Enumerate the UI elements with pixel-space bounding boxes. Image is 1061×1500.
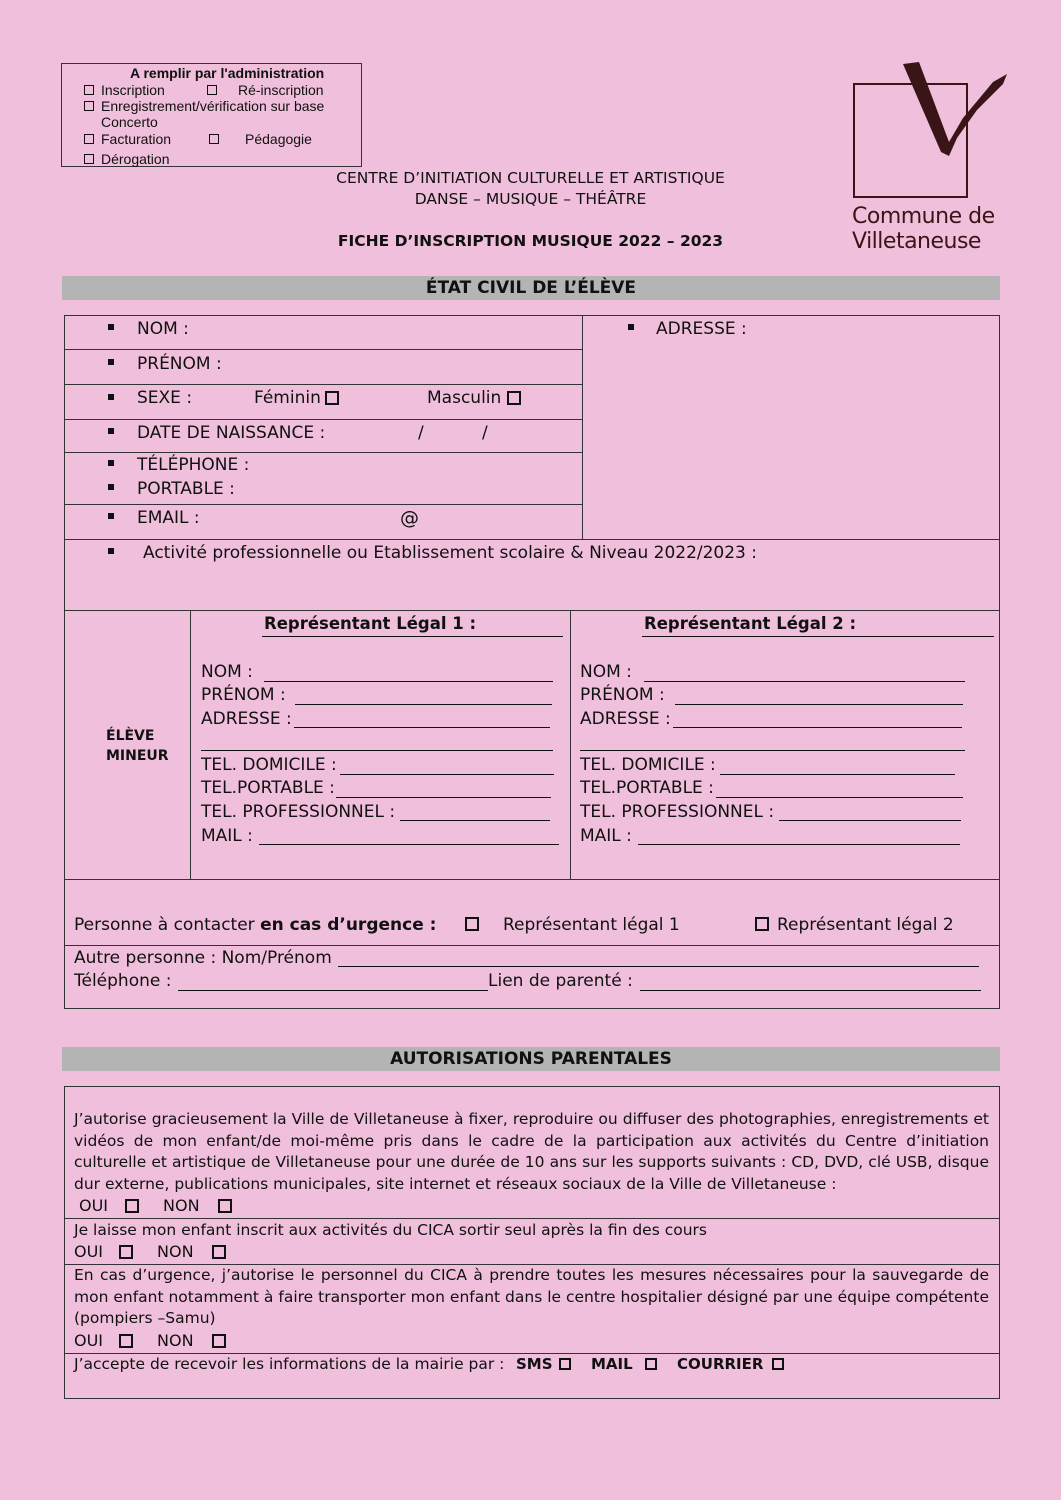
rep1-adresse-label: ADRESSE : xyxy=(201,709,292,729)
derogation-checkbox[interactable] xyxy=(84,154,94,164)
autre-personne-label: Autre personne : Nom/Prénom xyxy=(74,948,332,968)
rep1-telport-field[interactable] xyxy=(336,797,551,798)
photo-oui-label: OUI xyxy=(79,1196,109,1215)
rep2-heading: Représentant Légal 2 : xyxy=(644,614,857,633)
photo-oui-checkbox[interactable] xyxy=(125,1199,139,1213)
sortie-non-checkbox[interactable] xyxy=(212,1245,226,1259)
rep1-telport-label: TEL.PORTABLE : xyxy=(201,778,335,798)
bullet xyxy=(108,484,114,490)
rep1-mail-field[interactable] xyxy=(259,844,559,845)
admin-box xyxy=(61,63,362,167)
feminin-checkbox[interactable] xyxy=(325,391,339,405)
rep1-heading: Représentant Légal 1 : xyxy=(264,614,477,633)
bullet xyxy=(108,324,114,330)
prenom-field[interactable] xyxy=(235,353,575,381)
facturation-checkbox[interactable] xyxy=(84,134,94,144)
page-title: FICHE D’INSCRIPTION MUSIQUE 2022 – 2023 xyxy=(337,232,724,250)
rep2-adresse-label: ADRESSE : xyxy=(580,709,671,729)
rep2-adresse-field[interactable] xyxy=(673,727,962,728)
commune-logo xyxy=(845,60,1015,255)
rep1-prenom-field[interactable] xyxy=(295,704,552,705)
pedagogie-checkbox[interactable] xyxy=(209,134,219,144)
urgence-oui-label: OUI xyxy=(74,1331,104,1350)
birthdate-field[interactable] xyxy=(340,422,570,450)
email-label: EMAIL : xyxy=(137,508,200,528)
sortie-non-label: NON xyxy=(157,1242,194,1261)
rep2-nom-label: NOM : xyxy=(580,662,632,682)
header-line2: DANSE – MUSIQUE – THÉÂTRE xyxy=(414,190,647,208)
rep1-telpro-label: TEL. PROFESSIONNEL : xyxy=(201,802,396,822)
reinscription-label: Ré-inscription xyxy=(238,82,324,98)
telephone-label: TÉLÉPHONE : xyxy=(137,455,250,475)
sortie-oui-checkbox[interactable] xyxy=(119,1245,133,1259)
prenom-label: PRÉNOM : xyxy=(137,354,222,374)
rep2-nom-field[interactable] xyxy=(644,681,965,682)
logo-line1: Commune de xyxy=(852,204,995,229)
rep2-teldom-label: TEL. DOMICILE : xyxy=(580,755,716,775)
mail-label: MAIL xyxy=(591,1355,633,1373)
photo-non-checkbox[interactable] xyxy=(218,1199,232,1213)
eleve-mineur-label xyxy=(106,726,169,766)
urgence-non-label: NON xyxy=(157,1331,194,1350)
photo-non-label: NON xyxy=(163,1196,200,1215)
courrier-label: COURRIER xyxy=(677,1355,764,1373)
enregistrement-checkbox[interactable] xyxy=(84,101,94,111)
etat-civil-heading: ÉTAT CIVIL DE L’ÉLÈVE xyxy=(62,276,1000,300)
bullet xyxy=(108,394,114,400)
autorisation-sortie-text: Je laisse mon enfant inscrit aux activités du CICA sortir seul après la fin des cours xyxy=(74,1221,707,1239)
rep1-teldom-label: TEL. DOMICILE : xyxy=(201,755,337,775)
eleve-mineur-line1: ÉLÈVE xyxy=(106,728,155,744)
rep2-prenom-field[interactable] xyxy=(675,704,963,705)
rep2-prenom-label: PRÉNOM : xyxy=(580,685,665,705)
autorisation-urgence-text: En cas d’urgence, j’autorise le personnel du CICA à prendre toutes les mesures nécessaires pour la sauvegarde de mon enfant notamment à faire transporter mon enfant dans le centre hospitalier désigné par une équipe compétente (pompiers –Samu) xyxy=(74,1266,989,1327)
rep2-adresse-field-2[interactable] xyxy=(580,750,965,751)
enregistrement-label: Enregistrement/vérification sur base xyxy=(101,98,325,114)
urgence-non-checkbox[interactable] xyxy=(212,1334,226,1348)
masculin-checkbox[interactable] xyxy=(507,391,521,405)
bullet xyxy=(108,359,114,365)
urgence-oui-checkbox[interactable] xyxy=(119,1334,133,1348)
rep2-telpro-field[interactable] xyxy=(779,820,961,821)
activite-label: Activité professionnelle ou Etablissement scolaire & Niveau 2022/2023 : xyxy=(143,543,758,563)
urgence-rep2-label: Représentant légal 2 xyxy=(777,915,954,935)
bullet xyxy=(108,548,114,554)
admin-title: A remplir par l'administration xyxy=(130,65,325,81)
at-sign: @ xyxy=(400,507,419,529)
courrier-checkbox[interactable] xyxy=(772,1358,784,1370)
masculin-label: Masculin xyxy=(427,388,502,408)
sexe-label: SEXE : xyxy=(137,388,193,408)
sms-label: SMS xyxy=(516,1355,553,1373)
lien-parente-label: Lien de parenté : xyxy=(488,971,633,991)
urgence-prefix: Personne à contacter xyxy=(74,915,261,935)
rep1-prenom-label: PRÉNOM : xyxy=(201,685,286,705)
bullet xyxy=(108,428,114,434)
urgence-bold: en cas d’urgence : xyxy=(260,915,437,935)
sms-checkbox[interactable] xyxy=(559,1358,571,1370)
rep2-telpro-label: TEL. PROFESSIONNEL : xyxy=(580,802,775,822)
portable-label: PORTABLE : xyxy=(137,479,235,499)
lien-parente-field[interactable] xyxy=(640,990,981,991)
rep1-mail-label: MAIL : xyxy=(201,826,253,846)
rep2-telport-field[interactable] xyxy=(716,797,963,798)
bullet xyxy=(108,460,114,466)
rep2-teldom-field[interactable] xyxy=(720,774,955,775)
reinscription-checkbox[interactable] xyxy=(207,85,217,95)
logo-line2: Villetaneuse xyxy=(852,229,981,254)
rep2-mail-field[interactable] xyxy=(638,844,960,845)
autorisation-photo-text: J’autorise gracieusement la Ville de Villetaneuse à fixer, reproduire ou diffuser des photographies, enregistrements et vidéos de mon enfant/de moi-même pris dans le cadre de la participation aux activités du Centre d’initiation culturelle et artistique de Villetaneuse pour une durée de 10 ans sur les supports suivants : CD, DVD, clé USB, disque dur externe, publications municipales, site internet et réseaux sociaux de la Ville de Villetaneuse : xyxy=(74,1110,989,1193)
urgence-rep1-label: Représentant légal 1 xyxy=(503,915,680,935)
pedagogie-label: Pédagogie xyxy=(245,131,312,147)
rep1-teldom-field[interactable] xyxy=(340,774,554,775)
autre-telephone-label: Téléphone : xyxy=(74,971,172,991)
inscription-label: Inscription xyxy=(101,82,165,98)
date-separator: / xyxy=(482,423,488,443)
mail-checkbox[interactable] xyxy=(645,1358,657,1370)
rep1-telpro-field[interactable] xyxy=(400,820,550,821)
urgence-rep2-checkbox[interactable] xyxy=(755,917,769,931)
infos-mairie-label: J’accepte de recevoir les informations de la mairie par : xyxy=(74,1355,505,1373)
nom-field[interactable] xyxy=(205,318,575,346)
adresse-label: ADRESSE : xyxy=(656,319,747,339)
urgence-label xyxy=(74,915,436,935)
rep2-telport-label: TEL.PORTABLE : xyxy=(580,778,714,798)
autre-personne-field[interactable] xyxy=(338,966,979,967)
date-separator: / xyxy=(418,423,424,443)
rep1-nom-label: NOM : xyxy=(201,662,253,682)
sortie-oui-label: OUI xyxy=(74,1242,104,1261)
eleve-mineur-line2: MINEUR xyxy=(106,748,169,764)
header-line1: CENTRE D’INITIATION CULTURELLE ET ARTISTIQUE xyxy=(336,169,725,187)
enregistrement-label-2: Concerto xyxy=(101,114,158,130)
derogation-label: Dérogation xyxy=(101,151,170,167)
feminin-label: Féminin xyxy=(254,388,321,408)
inscription-checkbox[interactable] xyxy=(84,85,94,95)
rep2-mail-label: MAIL : xyxy=(580,826,632,846)
naissance-label: DATE DE NAISSANCE : xyxy=(137,423,326,443)
nom-label: NOM : xyxy=(137,319,189,339)
rep1-nom-field[interactable] xyxy=(264,681,553,682)
facturation-label: Facturation xyxy=(101,131,172,147)
bullet xyxy=(108,513,114,519)
rep1-adresse-field-2[interactable] xyxy=(201,750,553,751)
autorisations-heading: AUTORISATIONS PARENTALES xyxy=(62,1047,1000,1071)
adresse-field[interactable] xyxy=(600,345,990,530)
rep1-adresse-field[interactable] xyxy=(294,727,550,728)
autre-telephone-field[interactable] xyxy=(178,990,488,991)
urgence-rep1-checkbox[interactable] xyxy=(465,917,479,931)
bullet xyxy=(628,324,634,330)
